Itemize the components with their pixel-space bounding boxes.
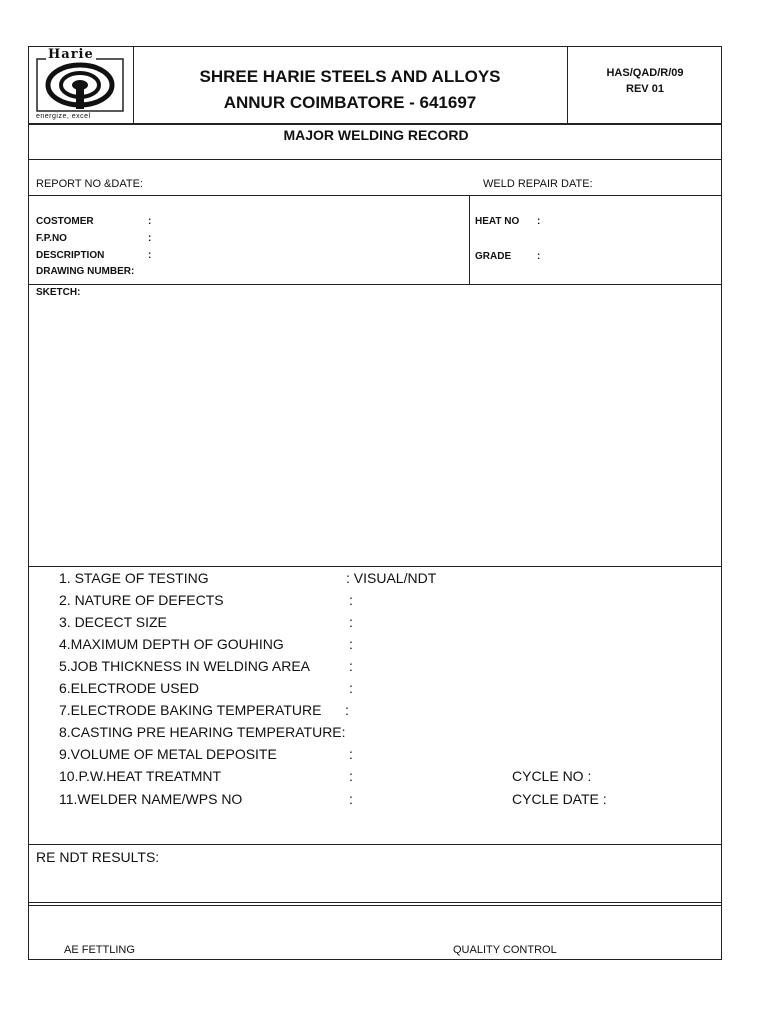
- logo-text: Harie: [48, 47, 94, 62]
- item-welder-name-wps: 11.WELDER NAME/WPS NO: [59, 791, 243, 807]
- re-ndt-bottom-rule: [29, 902, 721, 903]
- item-volume-metal-deposit-colon: :: [349, 746, 353, 762]
- item-stage-of-testing: 1. STAGE OF TESTING: [59, 570, 209, 586]
- item-job-thickness-colon: :: [349, 658, 353, 674]
- document-revision: REV 01: [626, 83, 664, 95]
- weld-repair-date-label: WELD REPAIR DATE:: [483, 178, 593, 190]
- report-row-bottom-rule: [29, 195, 721, 196]
- item-nature-of-defects: 2. NATURE OF DEFECTS: [59, 592, 224, 608]
- form-title: MAJOR WELDING RECORD: [283, 127, 469, 143]
- description-label: DESCRIPTION: [36, 250, 105, 261]
- heat-no-colon: :: [537, 216, 541, 227]
- cycle-date-label: CYCLE DATE :: [512, 791, 607, 807]
- item-defect-size-colon: :: [349, 614, 353, 630]
- welding-record-form: [28, 46, 722, 960]
- item-electrode-used: 6.ELECTRODE USED: [59, 680, 200, 696]
- document-code: HAS/QAD/R/09: [606, 67, 684, 79]
- company-address: ANNUR COIMBATORE - 641697: [223, 93, 477, 112]
- company-logo: [36, 47, 124, 120]
- re-ndt-results-label: RE NDT RESULTS:: [36, 849, 160, 865]
- item-nature-of-defects-colon: :: [349, 592, 353, 608]
- item-electrode-used-colon: :: [349, 680, 353, 696]
- details-bottom-rule: [29, 284, 721, 285]
- drawing-number-label: DRAWING NUMBER:: [36, 266, 135, 277]
- report-no-date-label: REPORT NO &DATE:: [36, 178, 143, 190]
- logo-tagline: energize, excel: [36, 113, 91, 120]
- grade-colon: :: [537, 251, 541, 262]
- item-job-thickness: 5.JOB THICKNESS IN WELDING AREA: [59, 658, 311, 674]
- item-max-depth-gouging-colon: :: [349, 636, 353, 652]
- footer-top-rule: [29, 905, 721, 906]
- item-welder-name-wps-colon: :: [349, 791, 353, 807]
- sketch-label: SKETCH:: [36, 287, 81, 298]
- header-bottom-rule: [29, 123, 721, 125]
- customer-colon: :: [148, 216, 152, 227]
- item-electrode-baking-temp: 7.ELECTRODE BAKING TEMPERATURE: [59, 702, 322, 718]
- item-max-depth-gouging: 4.MAXIMUM DEPTH OF GOUHING: [59, 636, 284, 652]
- item-volume-metal-deposit: 9.VOLUME OF METAL DEPOSITE: [59, 746, 277, 762]
- fp-no-label: F.P.NO: [36, 233, 67, 244]
- description-colon: :: [148, 250, 152, 261]
- item-pw-heat-treatment: 10.P.W.HEAT TREATMNT: [59, 768, 222, 784]
- ae-fettling-signature-label: AE FETTLING: [64, 944, 135, 956]
- item-pw-heat-treatment-colon: :: [349, 768, 353, 784]
- item-defect-size: 3. DECECT SIZE: [59, 614, 167, 630]
- title-bottom-rule: [29, 159, 721, 160]
- details-divider: [469, 195, 470, 284]
- quality-control-signature-label: QUALITY CONTROL: [453, 944, 557, 956]
- fp-no-colon: :: [148, 233, 152, 244]
- company-name: SHREE HARIE STEELS AND ALLOYS: [199, 67, 501, 86]
- sketch-bottom-rule: [29, 566, 721, 567]
- item-stage-of-testing-value: : VISUAL/NDT: [346, 570, 437, 586]
- grade-label: GRADE: [475, 251, 512, 262]
- heat-no-label: HEAT NO: [475, 216, 520, 227]
- item-electrode-baking-temp-colon: :: [345, 702, 349, 718]
- items-bottom-rule: [29, 844, 721, 845]
- logo-emblem-icon: [36, 57, 124, 113]
- cycle-no-label: CYCLE NO :: [512, 768, 592, 784]
- item-casting-preheat-temp: 8.CASTING PRE HEARING TEMPERATURE:: [59, 724, 346, 740]
- customer-label: COSTOMER: [36, 216, 94, 227]
